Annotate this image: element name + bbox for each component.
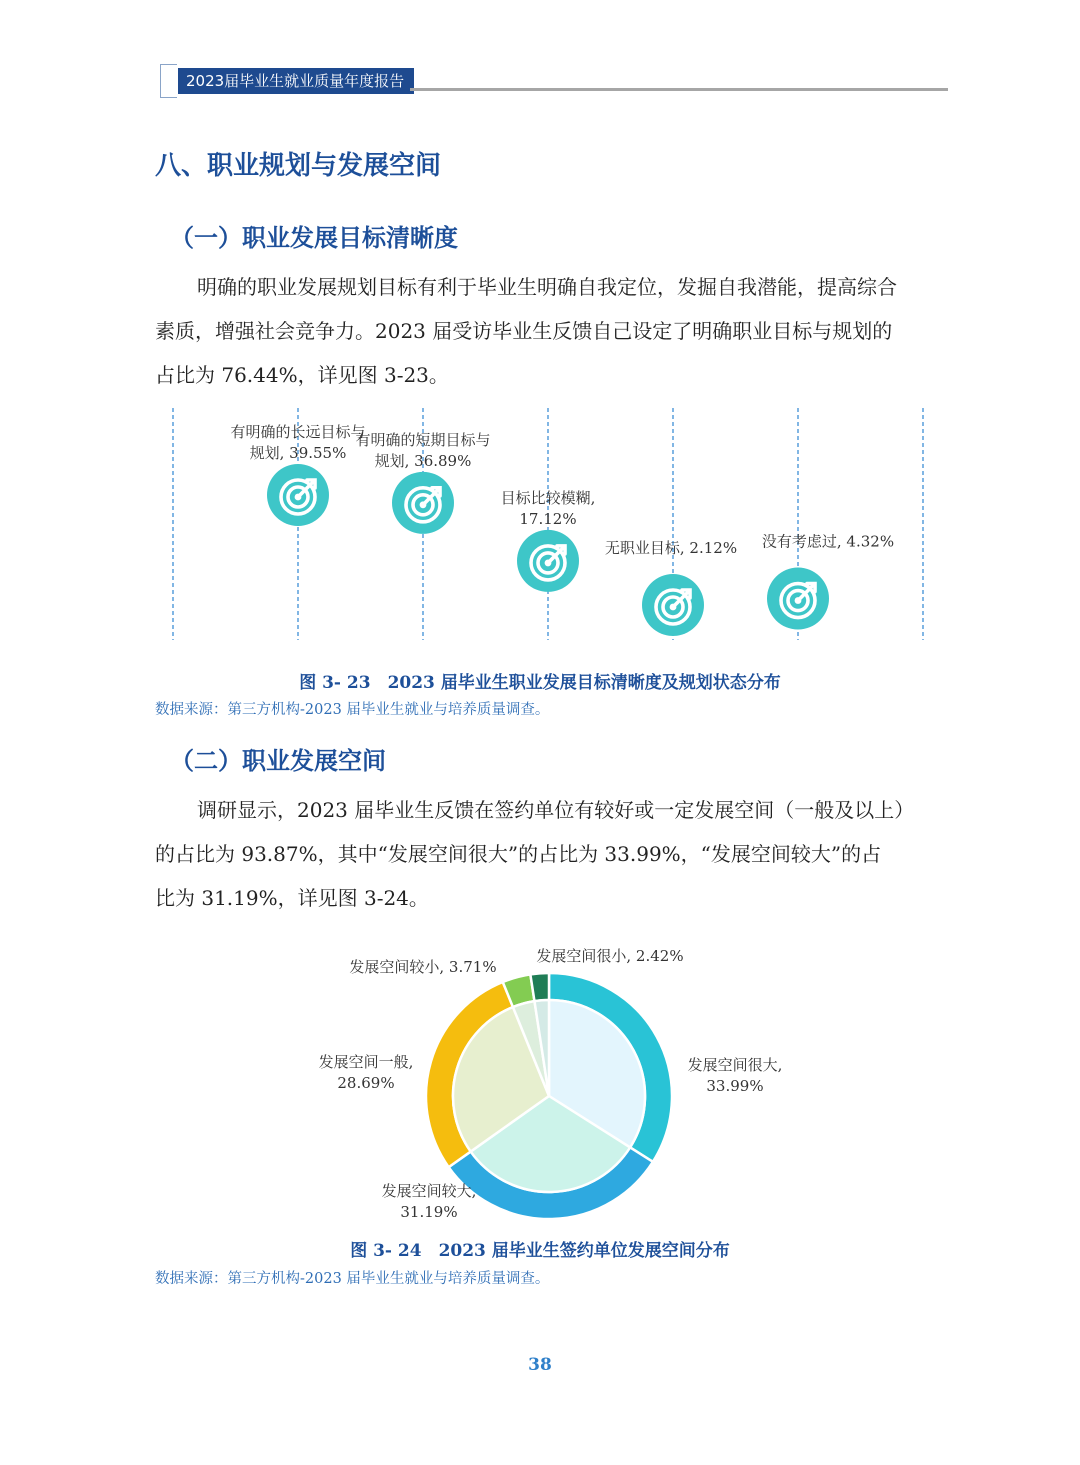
data-label: 没有考虑过, 4.32% [761,532,895,551]
development-space-pie-chart [300,940,800,1225]
figure-caption-1: 图 3- 23 2023 届毕业生职业发展目标清晰度及规划状态分布 [299,673,781,693]
header-rule [410,88,948,91]
data-label: 17.12% [519,509,577,528]
paragraph-line: 素质，增强社会竞争力。2023 届受访毕业生反馈自己设定了明确职业目标与规划的 [155,319,893,343]
pie-label: 28.69% [337,1074,395,1092]
pie-label: 发展空间较大, [381,1182,477,1200]
pie-label: 发展空间较小, 3.71% [349,958,497,976]
paragraph-2 [155,788,955,920]
goal-data-point [605,539,737,636]
page-number: 38 [528,1355,552,1375]
paragraph-line: 明确的职业发展规划目标有利于毕业生明确自我定位，发掘自我潜能，提高综合 [197,275,897,299]
goal-data-point [355,431,490,534]
goal-data-point [501,489,596,592]
paragraph-line: 的占比为 93.87%，其中“发展空间很大”的占比为 33.99%，“发展空间较大”的占 [155,842,882,866]
goal-data-point [762,533,894,630]
goal-clarity-chart [155,400,945,645]
subsection-title-1: （一）职业发展目标清晰度 [170,224,458,252]
subsection-title-2: （二）职业发展空间 [170,747,386,775]
data-label: 规划, 39.55% [249,444,347,462]
pie-label: 发展空间一般, [318,1053,414,1071]
pie-label: 33.99% [706,1077,764,1095]
data-label: 有明确的长远目标与 [230,423,366,441]
figure-caption-2: 图 3- 24 2023 届毕业生签约单位发展空间分布 [350,1241,730,1261]
header-bracket [160,64,177,98]
data-source-2: 数据来源：第三方机构-2023 届毕业生就业与培养质量调查。 [155,1271,550,1287]
paragraph-1 [155,265,955,397]
data-label: 规划, 36.89% [374,451,472,470]
goal-data-point [230,423,365,526]
pie-label: 发展空间很大, [687,1056,783,1074]
header-title: 2023届毕业生就业质量年度报告 [178,68,414,94]
data-label: 目标比较模糊, [500,488,596,507]
data-label: 无职业目标, 2.12% [604,539,738,557]
paragraph-line: 占比为 76.44%，详见图 3-23。 [155,363,449,387]
paragraph-line: 比为 31.19%，详见图 3-24。 [155,886,429,910]
pie-label: 31.19% [400,1203,458,1221]
pie-label: 发展空间很小, 2.42% [536,947,684,965]
data-label: 有明确的短期目标与 [355,430,491,449]
data-source-1: 数据来源：第三方机构-2023 届毕业生就业与培养质量调查。 [155,702,550,718]
pie-slice-outer [530,973,549,1001]
paragraph-line: 调研显示，2023 届毕业生反馈在签约单位有较好或一定发展空间（一般及以上） [197,798,915,822]
section-title: 八、职业规划与发展空间 [155,151,442,181]
